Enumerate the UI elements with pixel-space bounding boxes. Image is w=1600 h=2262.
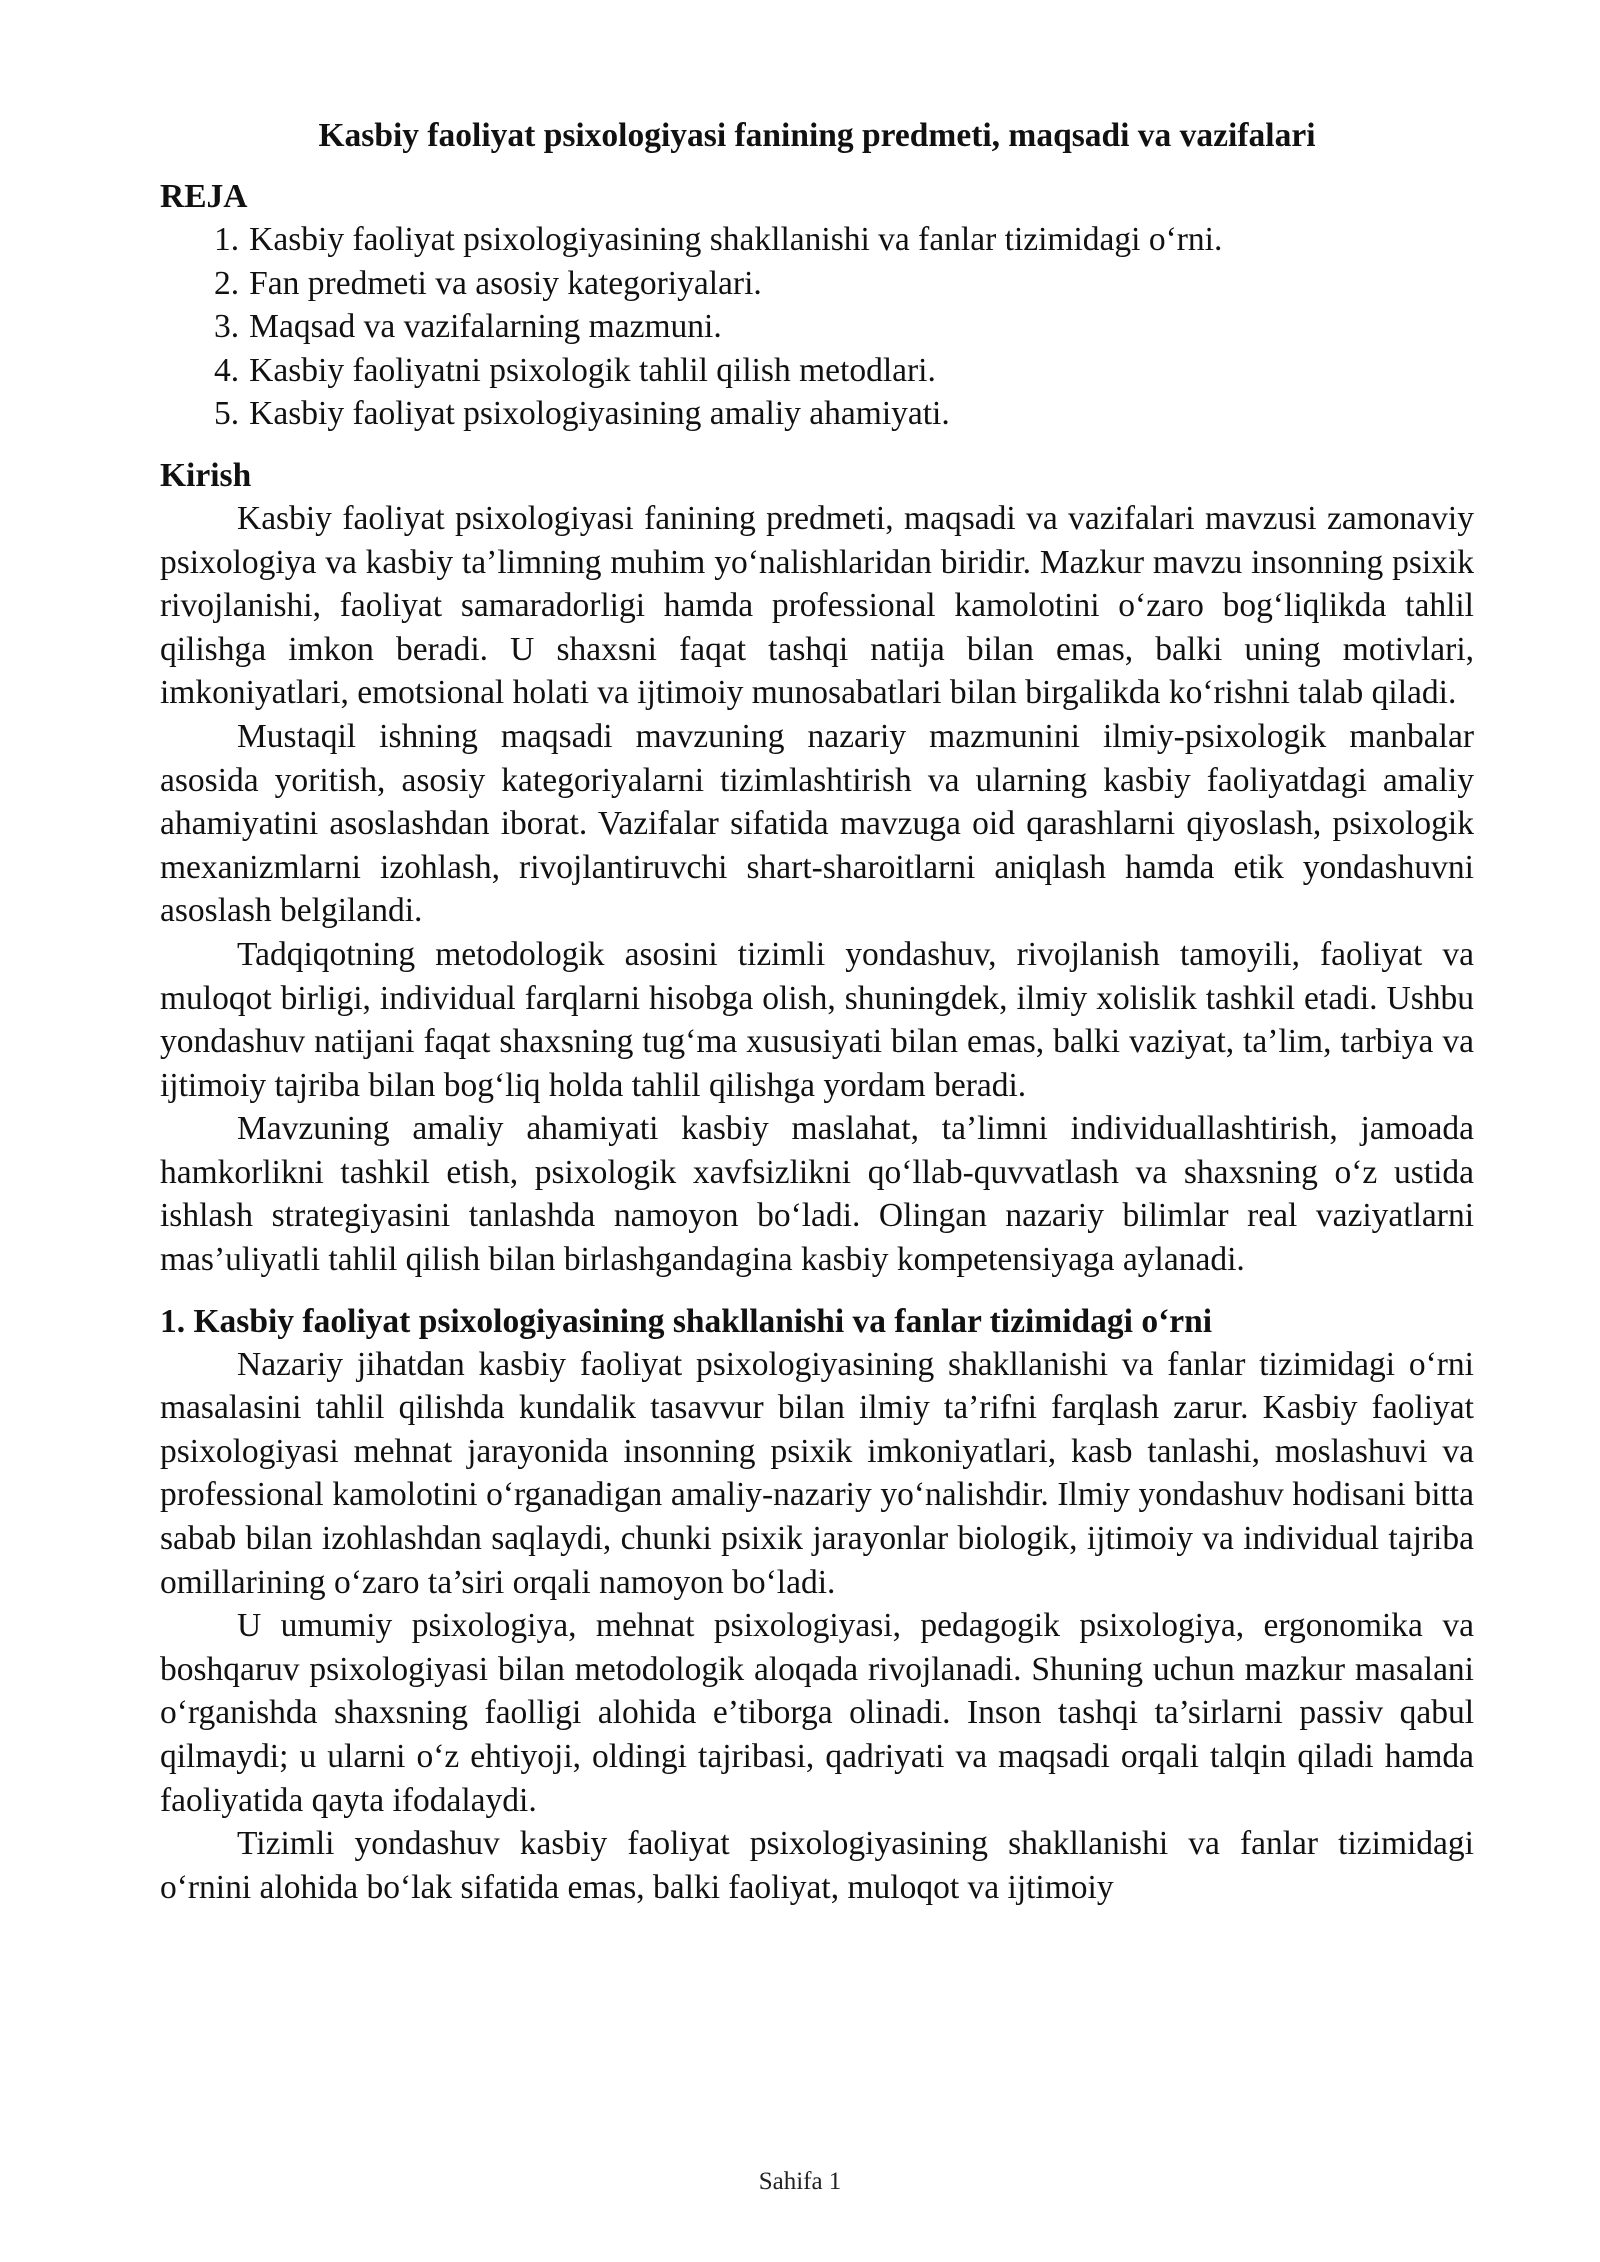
plan-item-text: Fan predmeti va asosiy kategoriyalari. — [249, 264, 762, 302]
plan-item-number: 3. — [214, 308, 240, 346]
plan-item — [214, 218, 1474, 262]
plan-heading: REJA — [160, 178, 248, 215]
section-paragraph: Nazariy jihatdan kasbiy faoliyat psixologiyasining shakllanishi va fanlar tizimidagi o‘rni masalasini tahlil qilishda kundalik tasavvur bilan ilmiy ta’rifni farqlash zarur. Kasbiy faoliyat psixologiyasi mehnat jarayonida insonning psixik imkoniyatlari, kasb tanlashi, moslashuvi va professional kamolotini o‘rganadigan amaliy-nazariy yo‘nalishdir. Ilmiy yondashuv hodisani bitta sabab bilan izohlashdan saqlaydi, chunki psixik jarayonlar biologik, ijtimoiy va individual tajriba omillarining o‘zaro ta’siri orqali namoyon bo‘ladi. — [160, 1345, 1474, 1601]
plan-item-number: 5. — [214, 395, 240, 433]
plan-item-text: Kasbiy faoliyat psixologiyasining shakllanishi va fanlar tizimidagi o‘rni. — [249, 221, 1223, 258]
section-paragraph: U umumiy psixologiya, mehnat psixologiyasi, pedagogik psixologiya, ergonomika va boshqaruv psixologiyasi bilan metodologik aloqada rivojlanadi. Shuning uchun mazkur masalani o‘rganishda shaxsning faolligi alohida e’tiborga olinadi. Inson tashqi ta’sirlarni passiv qabul qilmaydi; u ularni o‘z ehtiyoji, oldingi tajribasi, qadriyati va maqsadi orqali talqin qiladi hamda faoliyatida qayta ifodalaydi. — [160, 1607, 1474, 1819]
page-number: Sahifa 1 — [758, 2168, 842, 2195]
plan-item — [214, 349, 1474, 393]
plan-item-number: 2. — [214, 264, 240, 302]
intro-paragraph: Mustaqil ishning maqsadi mavzuning nazariy mazmunini ilmiy-psixologik manbalar asosida yoritish, asosiy kategoriyalarni tizimlashtirish va ularning kasbiy faoliyatdagi amaliy ahamiyatini asoslashdan iborat. Vazifalar sifatida mavzuga oid qarashlarni qiyoslash, psixologik mexanizmlarni izohlash, rivojlantiruvchi shart-sharoitlarni aniqlash hamda etik yondashuvni asoslash belgilandi. — [160, 717, 1474, 930]
plan-item-text: Kasbiy faoliyat psixologiyasining amaliy ahamiyati. — [249, 395, 950, 433]
plan-item — [214, 262, 1474, 306]
plan-list — [160, 218, 1474, 436]
plan-item-number: 4. — [214, 351, 240, 389]
intro-paragraph: Tadqiqotning metodologik asosini tizimli yondashuv, rivojlanish tamoyili, faoliyat va muloqot birligi, individual farqlarni hisobga olish, shuningdek, ilmiy xolislik tashkil etadi. Ushbu yondashuv natijani faqat shaxsning tug‘ma xususiyati bilan emas, balki vaziyat, ta’lim, tarbiya va ijtimoiy tajriba bilan bog‘liq holda tahlil qilishga yordam beradi. — [160, 935, 1474, 1104]
intro-paragraph: Mavzuning amaliy ahamiyati kasbiy maslahat, ta’limni individuallashtirish, jamoada hamkorlikni tashkil etish, psixologik xavfsizlikni qo‘llab-quvvatlash va shaxsning o‘z ustida ishlash strategiyasini tanlashda namoyon bo‘ladi. Olingan nazariy bilimlar real vaziyatlarni mas’uliyatli tahlil qilish bilan birlashgandagina kasbiy kompetensiyaga aylanadi. — [160, 1110, 1474, 1279]
section-heading: 1. Kasbiy faoliyat psixologiyasining shakllanishi va fanlar tizimidagi o‘rni — [160, 1302, 1213, 1340]
plan-item-text: Maqsad va vazifalarning mazmuni. — [249, 308, 722, 346]
plan-item-number: 1. — [214, 221, 240, 258]
intro-heading: Kirish — [160, 456, 252, 494]
plan-item-text: Kasbiy faoliyatni psixologik tahlil qilish metodlari. — [249, 351, 936, 389]
plan-item — [214, 305, 1474, 349]
plan-item — [214, 392, 1474, 436]
section-paragraph: Tizimli yondashuv kasbiy faoliyat psixologiyasining shakllanishi va fanlar tizimidagi o‘rnini alohida bo‘lak sifatida emas, balki faoliyat, muloqot va ijtimoiy — [160, 1825, 1474, 1906]
intro-paragraph: Kasbiy faoliyat psixologiyasi fanining predmeti, maqsadi va vazifalari mavzusi zamonaviy psixologiya va kasbiy ta’limning muhim yo‘nalishlaridan biridir. Mazkur mavzu insonning psixik rivojlanishi, faoliyat samaradorligi hamda professional kamolotini o‘zaro bog‘liqlikda tahlil qilishga imkon beradi. U shaxsni faqat tashqi natija bilan emas, balki uning motivlari, imkoniyatlari, emotsional holati va ijtimoiy munosabatlari bilan birgalikda ko‘rishni talab qiladi. — [160, 499, 1474, 712]
document-title: Kasbiy faoliyat psixologiyasi fanining predmeti, maqsadi va vazifalari — [318, 117, 1316, 154]
